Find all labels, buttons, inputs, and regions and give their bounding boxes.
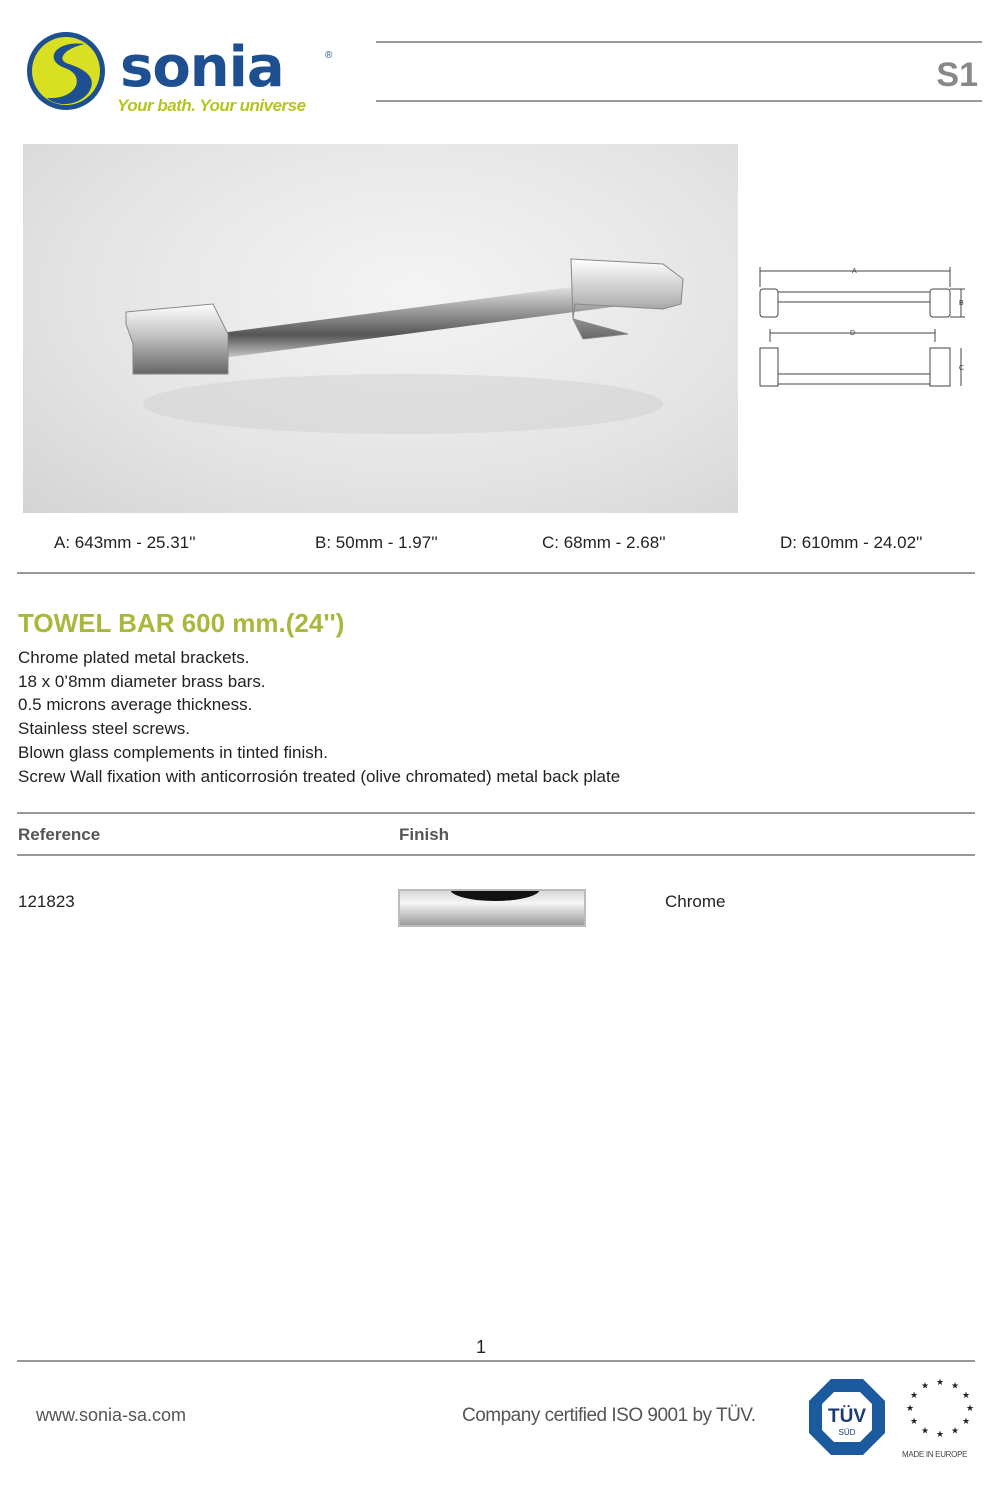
eu-star: ★: [909, 1390, 919, 1400]
dimension-a: A: 643mm - 25.31'': [54, 533, 196, 552]
finish-swatch: [398, 889, 586, 927]
reference-cell: 121823: [18, 892, 75, 911]
table-divider-bottom: [17, 854, 975, 856]
eu-star: ★: [935, 1429, 945, 1438]
footer-divider: [17, 1360, 975, 1362]
eu-star: ★: [905, 1403, 915, 1413]
description-line: 0.5 microns average thickness.: [18, 695, 253, 714]
brand-name: sonia: [120, 35, 284, 100]
registered-mark: ®: [325, 50, 333, 61]
column-header-reference: Reference: [18, 825, 101, 844]
website-link[interactable]: www.sonia-sa.com: [36, 1405, 187, 1425]
eu-star: ★: [961, 1390, 971, 1400]
sonia-logo-icon: [25, 30, 107, 112]
description-line: Chrome plated metal brackets.: [18, 648, 250, 667]
diagram-label-d: D: [850, 330, 856, 337]
tuv-text: TÜV: [828, 1406, 866, 1427]
eu-star: ★: [961, 1416, 971, 1426]
divider: [17, 572, 975, 574]
header-divider-bottom: [376, 100, 982, 102]
made-in-europe: MADE IN EUROPE: [902, 1450, 968, 1459]
dimension-c: C: 68mm - 2.68'': [542, 533, 666, 552]
diagram-label-b: B: [959, 300, 964, 307]
certification-text: Company certified ISO 9001 by TÜV.: [462, 1405, 756, 1426]
tuv-sub-text: SÜD: [838, 1428, 856, 1437]
series-code: S1: [936, 56, 978, 94]
dimension-diagram: [755, 262, 970, 392]
diagram-label-a: A: [852, 268, 857, 275]
eu-star: ★: [950, 1425, 960, 1436]
dimension-d: D: 610mm - 24.02'': [780, 533, 923, 552]
page-number: 1: [476, 1337, 487, 1357]
tagline: Your bath. Your universe: [117, 96, 306, 115]
eu-stars-icon: [900, 1378, 980, 1438]
diagram-label-c: C: [959, 365, 965, 372]
product-title: TOWEL BAR 600 mm.(24''): [18, 608, 345, 638]
eu-star: ★: [950, 1380, 960, 1391]
description-line: Screw Wall fixation with anticorrosión treated (olive chromated) metal back plate: [18, 767, 621, 786]
eu-star: ★: [935, 1378, 945, 1387]
tuv-badge-icon: [808, 1378, 886, 1456]
column-header-finish: Finish: [399, 825, 450, 844]
description-line: 18 x 0’8mm diameter brass bars.: [18, 672, 266, 691]
eu-star: ★: [965, 1403, 975, 1413]
product-photo: [23, 144, 738, 513]
eu-star: ★: [909, 1416, 919, 1426]
description-line: Stainless steel screws.: [18, 719, 190, 738]
dimension-b: B: 50mm - 1.97'': [315, 533, 438, 552]
header-divider-top: [376, 41, 982, 43]
eu-star: ★: [920, 1425, 930, 1436]
description-line: Blown glass complements in tinted finish.: [18, 743, 328, 762]
finish-cell: Chrome: [665, 892, 726, 911]
table-divider-top: [17, 812, 975, 814]
eu-star: ★: [920, 1380, 930, 1391]
